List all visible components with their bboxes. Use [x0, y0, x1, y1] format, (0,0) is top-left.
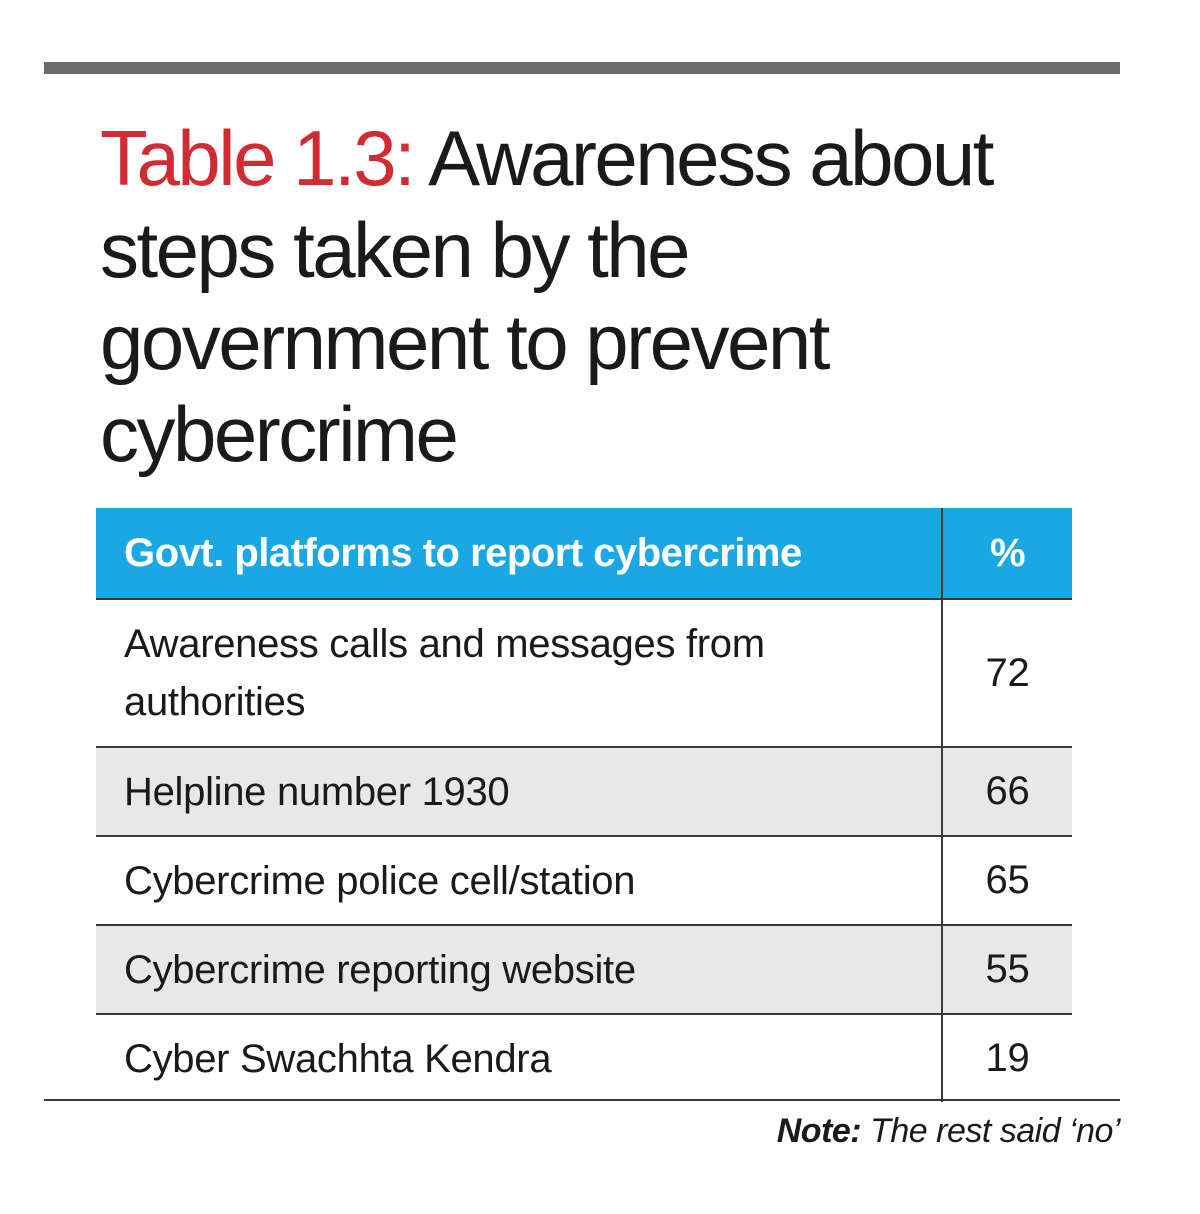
- row-label: Cybercrime police cell/station: [96, 836, 942, 925]
- table-row: [96, 599, 1072, 747]
- table-number: Table 1.3:: [100, 114, 414, 202]
- table-row: [96, 1014, 1072, 1102]
- bottom-rule: [44, 1099, 1120, 1101]
- row-value: 65: [942, 836, 1072, 925]
- table-row: [96, 747, 1072, 836]
- row-label: Awareness calls and messages from authorities: [96, 599, 942, 747]
- row-value: 66: [942, 747, 1072, 836]
- column-header-platform: Govt. platforms to report cybercrime: [96, 508, 942, 599]
- table-title-text: Awareness about steps taken by the government to prevent cybercrime: [100, 114, 992, 478]
- table-row: [96, 836, 1072, 925]
- row-label: Cybercrime reporting website: [96, 925, 942, 1014]
- awareness-table: [96, 508, 1072, 1102]
- note-text: The rest said ‘no’: [870, 1112, 1120, 1150]
- row-label: Cyber Swachhta Kendra: [96, 1014, 942, 1102]
- table-title: [100, 112, 1060, 480]
- note-label: Note:: [776, 1112, 862, 1150]
- table-row: [96, 925, 1072, 1014]
- column-header-percent: %: [942, 508, 1072, 599]
- row-value: 72: [942, 599, 1072, 747]
- row-value: 55: [942, 925, 1072, 1014]
- top-rule: [44, 62, 1120, 74]
- header-row: [96, 508, 1072, 599]
- row-value: 19: [942, 1014, 1072, 1102]
- table-note: [777, 1112, 1120, 1151]
- row-label: Helpline number 1930: [96, 747, 942, 836]
